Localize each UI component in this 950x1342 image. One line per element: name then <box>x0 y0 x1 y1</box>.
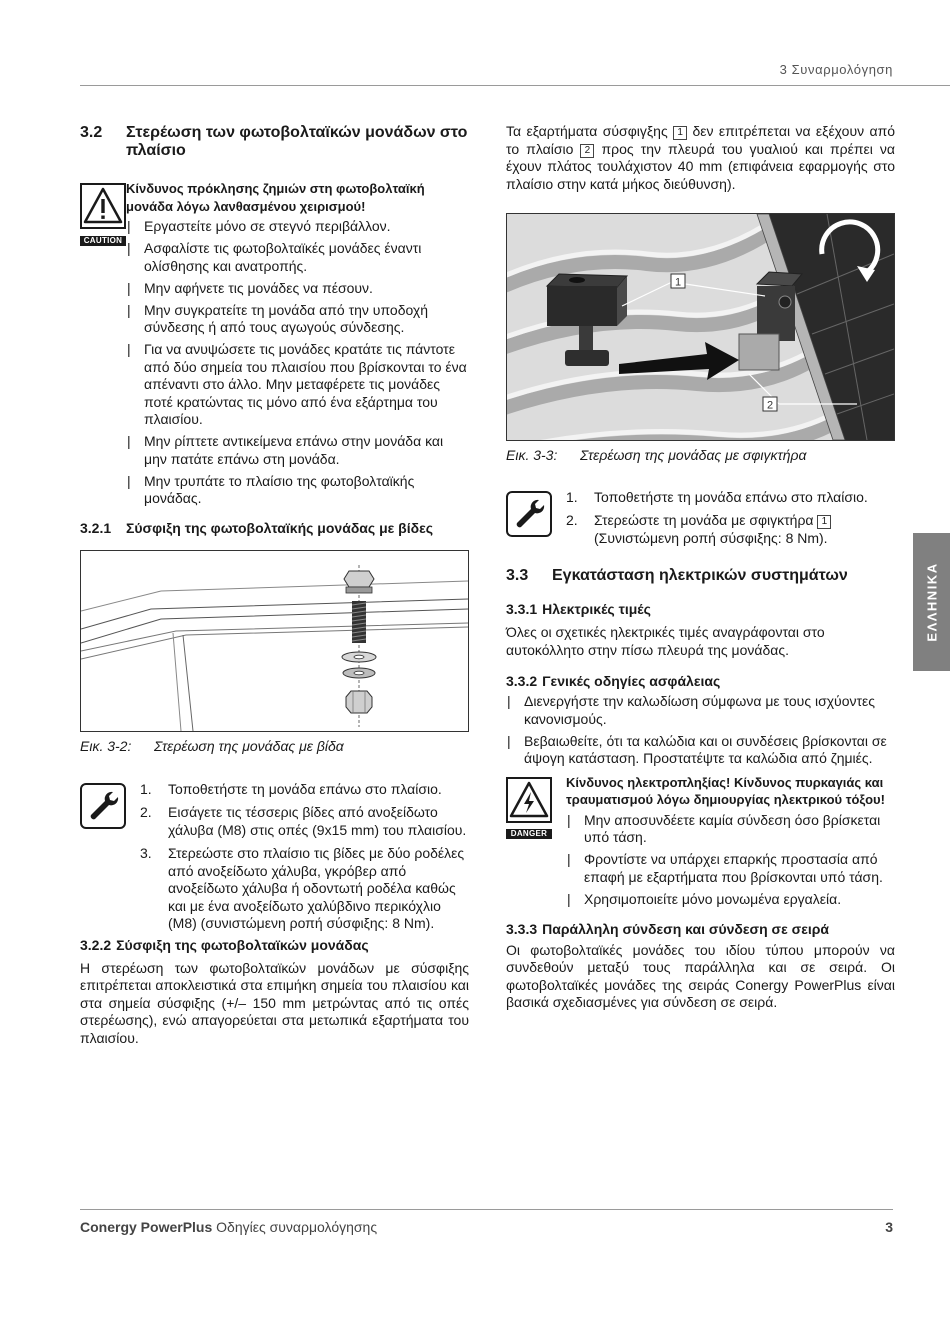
list-item: | Μην συγκρατείτε τη μονάδα από την υποδοχή σύνδεσης ή από τους αγωγούς σύνδεσης. <box>126 302 469 337</box>
list-item: | Χρησιμοποιείτε μόνο μονωμένα εργαλεία. <box>566 891 895 909</box>
section-3-3-1-text: Όλες οι σχετικές ηλεκτρικές τιμές αναγράφονται στο αυτοκόλλητο στην πίσω πλευρά της μονάδας. <box>506 624 825 658</box>
wrench-icon <box>506 491 552 537</box>
section-3-2-1-heading <box>80 520 469 537</box>
high-voltage-icon <box>506 777 552 823</box>
list-item: | Φροντίστε να υπάρχει επαρκής προστασία από επαφή με εξαρτήματα που βρίσκονται υπό τάση. <box>566 851 895 886</box>
section-3-3-1-heading <box>506 601 895 618</box>
footer-brand <box>80 1219 377 1235</box>
clamp-steps <box>506 489 895 552</box>
clamp-intro-text: Τα εξαρτήματα σύσφιγξης 1 δεν επιτρέπεται να εξέχουν από το πλαίσιο 2 προς την πλευρά του γυαλιού και πρέπει να έχουν πλάτος τουλάχιστον 40 mm (επιφάνεια εφαρμογής στο πλαίσιο στην κατά μήκος διεύθυνση). <box>506 123 896 192</box>
list-item: | Μην τρυπάτε το πλαίσιο της φωτοβολταϊκής μονάδας. <box>126 473 469 508</box>
section-3-3-heading <box>506 567 895 585</box>
figure-label: Εικ. 3-2: <box>80 738 132 754</box>
bolt-mounting-illustration <box>81 551 468 731</box>
language-tab <box>913 533 950 671</box>
section-title: Εγκατάσταση ηλεκτρικών συστημάτων <box>552 567 848 584</box>
step-list <box>566 489 895 552</box>
figure-3-3 <box>506 213 895 441</box>
list-item: | Μην αποσυνδέετε καμία σύνδεση όσο βρίσκεται υπό τάση. <box>566 812 895 847</box>
section-number: 3.3.2 <box>506 673 538 689</box>
list-item: | Μην ρίπτετε αντικείμενα επάνω στην μονάδα και μην πατάτε επάνω στη μονάδα. <box>126 433 469 468</box>
section-number: 3.2 <box>80 124 103 141</box>
header-divider <box>80 85 950 86</box>
page-number: 3 <box>885 1219 893 1235</box>
step-list <box>140 781 469 937</box>
figure-3-2-caption <box>80 738 469 756</box>
bolt-steps <box>80 781 469 937</box>
section-title: Γενικές οδηγίες ασφάλειας <box>542 673 721 689</box>
section-number: 3.2.1 <box>80 520 112 536</box>
danger-list <box>566 812 895 909</box>
caution-title: Κίνδυνος πρόκλησης ζημιών στη φωτοβολταϊκή μονάδα λόγω λανθασμένου χειρισμού! <box>126 181 425 214</box>
section-title: Σύσφιξη της φωτοβολταϊκών μονάδας <box>116 936 369 953</box>
list-item: 2. Εισάγετε τις τέσσερις βίδες από ανοξείδωτο χάλυβα (M8) στις οπές (9x15 mm) του πλαισίου. <box>140 804 467 838</box>
left-column <box>80 124 469 1047</box>
figure-label: Εικ. 3-3: <box>506 447 558 463</box>
running-header: 3 Συναρμολόγηση <box>779 62 893 77</box>
callout-1-label: 1 <box>674 276 682 289</box>
section-title: Ηλεκτρικές τιμές <box>542 601 651 617</box>
section-title: Σύσφιξη της φωτοβολταϊκής μονάδας με βίδες <box>126 520 434 536</box>
list-item: 1. Τοποθετήστε τη μονάδα επάνω στο πλαίσιο. <box>140 780 442 797</box>
list-item: 2. Στερεώστε τη μονάδα με σφιγκτήρα 1 (Συνιστώμενη ροπή σύσφιξης: 8 Nm). <box>566 512 895 547</box>
danger-notice <box>506 774 895 913</box>
caution-list <box>126 218 469 508</box>
list-item: | Διενεργήστε την καλωδίωση σύμφωνα με τους ισχύοντες κανονισμούς. <box>506 693 895 728</box>
footer-divider <box>80 1209 893 1210</box>
section-3-2-2-text: Η στερέωση των φωτοβολταϊκών μονάδων με σύσφιξης επιτρέπεται αποκλειστικά στα επιμήκη σημεία του πλαισίου και στα σημεία σύσφιξης (+/– 150 mm μετρώντας από τις οπές στερέωσης), ενώ απαγορεύεται στα μετωπικά εξαρτήματα του πλαισίου. <box>80 959 469 1046</box>
section-number: 3.3.1 <box>506 601 538 617</box>
section-number: 3.3 <box>506 567 529 584</box>
danger-badge: DANGER <box>506 829 552 839</box>
section-number: 3.2.2 <box>80 936 112 953</box>
caution-badge: CAUTION <box>80 236 126 246</box>
section-3-2-2-heading <box>80 937 469 954</box>
right-column <box>506 123 895 1012</box>
brand-name: Conergy PowerPlus <box>80 1219 213 1235</box>
callout-2-box: 2 <box>580 144 594 158</box>
wrench-icon <box>80 783 126 829</box>
section-title: Παράλληλη σύνδεση και σύνδεση σε σειρά <box>542 920 830 937</box>
section-3-3-3-heading <box>506 921 895 938</box>
list-item: 3. Στερεώστε στο πλαίσιο τις βίδες με δύο ροδέλες από ανοξείδωτο χάλυβα, γκρόβερ από ανοξείδωτο χάλυβα ή οδοντωτή ροδέλα καθώς και με ένα ανοξείδωτο χαλύβδινο περικόχλιο (M8) (συνιστώμενη ροπή σύσφιξης: 8 Nm). <box>140 845 465 931</box>
clamp-mounting-illustration <box>507 214 894 440</box>
callout-2-label: 2 <box>766 399 774 412</box>
figure-caption-text: Στερέωση της μονάδας με βίδα <box>154 738 344 754</box>
callout-1-box: 1 <box>673 126 687 140</box>
section-3-3-2-heading <box>506 673 895 690</box>
list-item: | Εργαστείτε μόνο σε στεγνό περιβάλλον. <box>126 218 469 236</box>
section-number: 3.3.3 <box>506 920 538 937</box>
figure-3-3-caption <box>506 447 895 465</box>
figure-caption-text: Στερέωση της μονάδας με σφιγκτήρα <box>580 447 807 463</box>
section-3-2-heading <box>80 124 469 160</box>
list-item: 1. Τοποθετήστε τη μονάδα επάνω στο πλαίσιο. <box>566 488 868 505</box>
language-tab-label: ΕΛΛΗΝΙΚΑ <box>924 562 939 642</box>
callout-1-box: 1 <box>817 515 831 529</box>
caution-notice <box>80 180 469 512</box>
document-name: Οδηγίες συναρμολόγησης <box>216 1219 378 1235</box>
list-item: | Ασφαλίστε τις φωτοβολταϊκές μονάδες έναντι ολίσθησης και ανατροπής. <box>126 240 469 275</box>
list-item: | Βεβαιωθείτε, ότι τα καλώδια και οι συνδέσεις βρίσκονται σε άψογη κατάσταση. Προστατέψτε τα καλώδια από ζημιές. <box>506 733 895 768</box>
figure-3-2 <box>80 550 469 732</box>
list-item: | Για να ανυψώσετε τις μονάδες κρατάτε τις πάντοτε από δύο σημεία του πλαισίου που βρίσκονται το ένα απέναντι στο άλλο. Μην μεταφέρετε τις μονάδες ποτέ κρατώντας τις μόνο από ένα εξάρτημα του πλαισίου. <box>126 341 469 429</box>
list-item: | Μην αφήνετε τις μονάδες να πέσουν. <box>126 280 469 298</box>
warning-triangle-icon <box>80 183 126 229</box>
section-title: Στερέωση των φωτοβολταϊκών μονάδων στο πλαίσιο <box>126 124 468 159</box>
section-3-3-3-text: Οι φωτοβολταϊκές μονάδες του ιδίου τύπου μπορούν να συνδεθούν μεταξύ τους παράλληλα και σε σειρά. Οι φωτοβολταϊκές μονάδες της σειράς Conergy PowerPlus είναι βασικά σχεδιασμένες για σύνδεση σε σειρά. <box>506 941 895 1010</box>
safety-list <box>506 693 895 768</box>
danger-title: Κίνδυνος ηλεκτροπληξίας! Κίνδυνος πυρκαγιάς και τραυματισμού λόγω δημιουργίας ηλεκτρικού τόξου! <box>566 774 885 807</box>
